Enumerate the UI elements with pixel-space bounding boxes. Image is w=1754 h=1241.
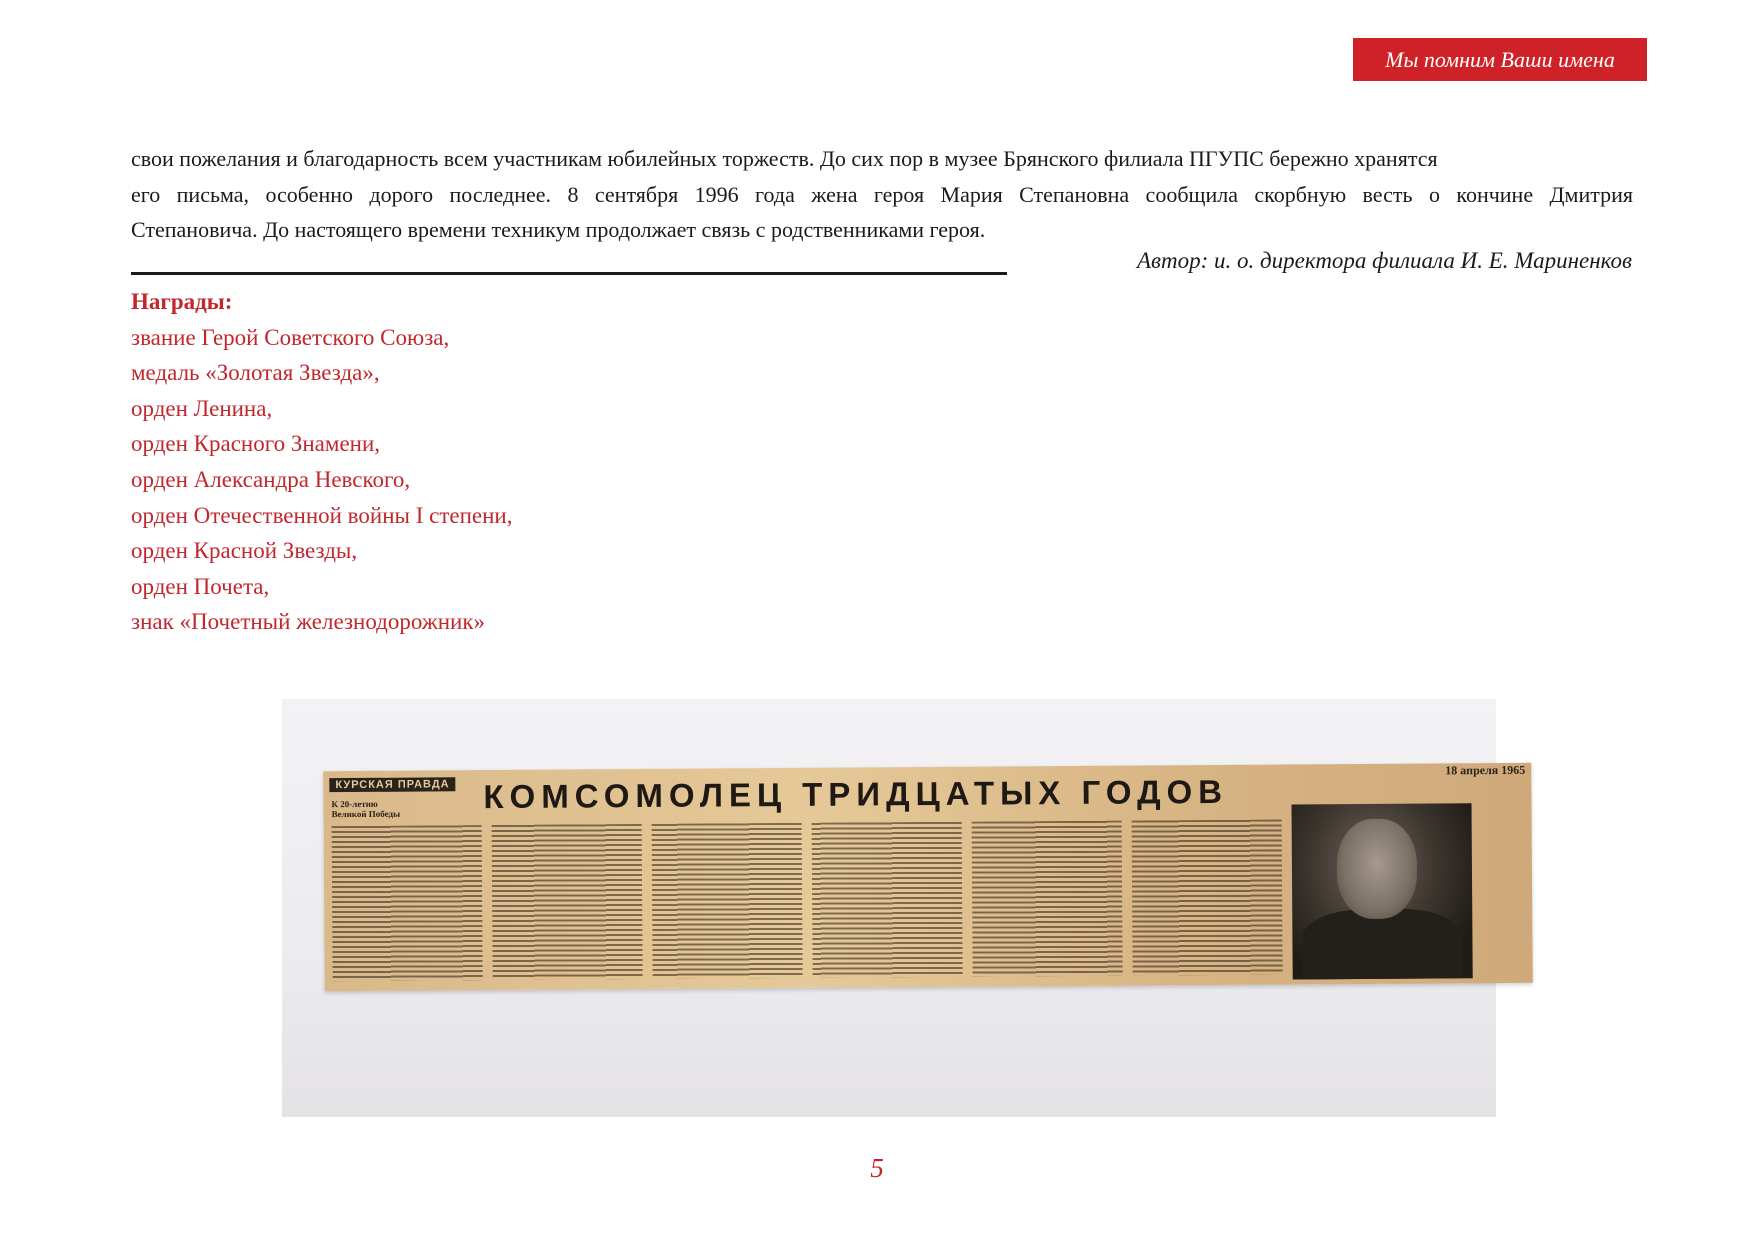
text-column [1132,820,1283,976]
portrait-uniform [1302,908,1462,979]
portrait-photo [1292,803,1473,979]
awards-list [131,320,512,640]
awards-title: Награды: [131,289,233,314]
text-column [652,823,803,979]
award-item: орден Отечественной войны I степени, [131,502,513,528]
text-column [332,825,483,981]
award-item: орден Ленина, [131,395,273,421]
divider-rule [131,272,1007,275]
text-column [492,824,643,980]
text-column [972,821,1123,977]
portrait-face [1337,819,1418,920]
award-item: знак «Почетный железнодорожник» [131,609,485,635]
award-item: звание Герой Советского Союза, [131,324,450,350]
clipping-headline: КОМСОМОЛЕЦ ТРИДЦАТЫХ ГОДОВ [483,772,1229,816]
newspaper-photo [282,699,1526,1117]
body-line: его письма, особенно дорого последнее. 8 сентября 1996 года жена героя Мария Степановна сообщила скорбную весть о кончине Дмитрия [131,181,1633,207]
text-column [812,822,963,978]
clipping-masthead: КУРСКАЯ ПРАВДА [329,777,455,792]
author-credit: Автор: и. о. директора филиала И. Е. Мариненков [1136,248,1632,273]
clipping-subhead: К 20-летию Великой Победы [331,798,401,820]
clipping-date: 18 апреля 1965 [1445,762,1526,778]
body-line: свои пожелания и благодарность всем участникам юбилейных торжеств. До сих пор в музее Брянского филиала ПГУПС бережно хранятся [131,146,1438,171]
award-item: орден Александра Невского, [131,466,411,492]
awards-section [131,284,512,640]
award-item: орден Красного Знамени, [131,431,381,457]
award-item: медаль «Золотая Звезда», [131,360,380,386]
page-number: 5 [870,1153,884,1183]
award-item: орден Почета, [131,573,270,599]
award-item: орден Красной Звезды, [131,538,358,564]
body-paragraph [131,141,1633,248]
header-badge: Мы помним Ваши имена [1353,38,1647,81]
body-line: Степановича. До настоящего времени техникум продолжает связь с родственниками героя. [131,217,986,242]
newspaper-clipping [323,763,1533,991]
